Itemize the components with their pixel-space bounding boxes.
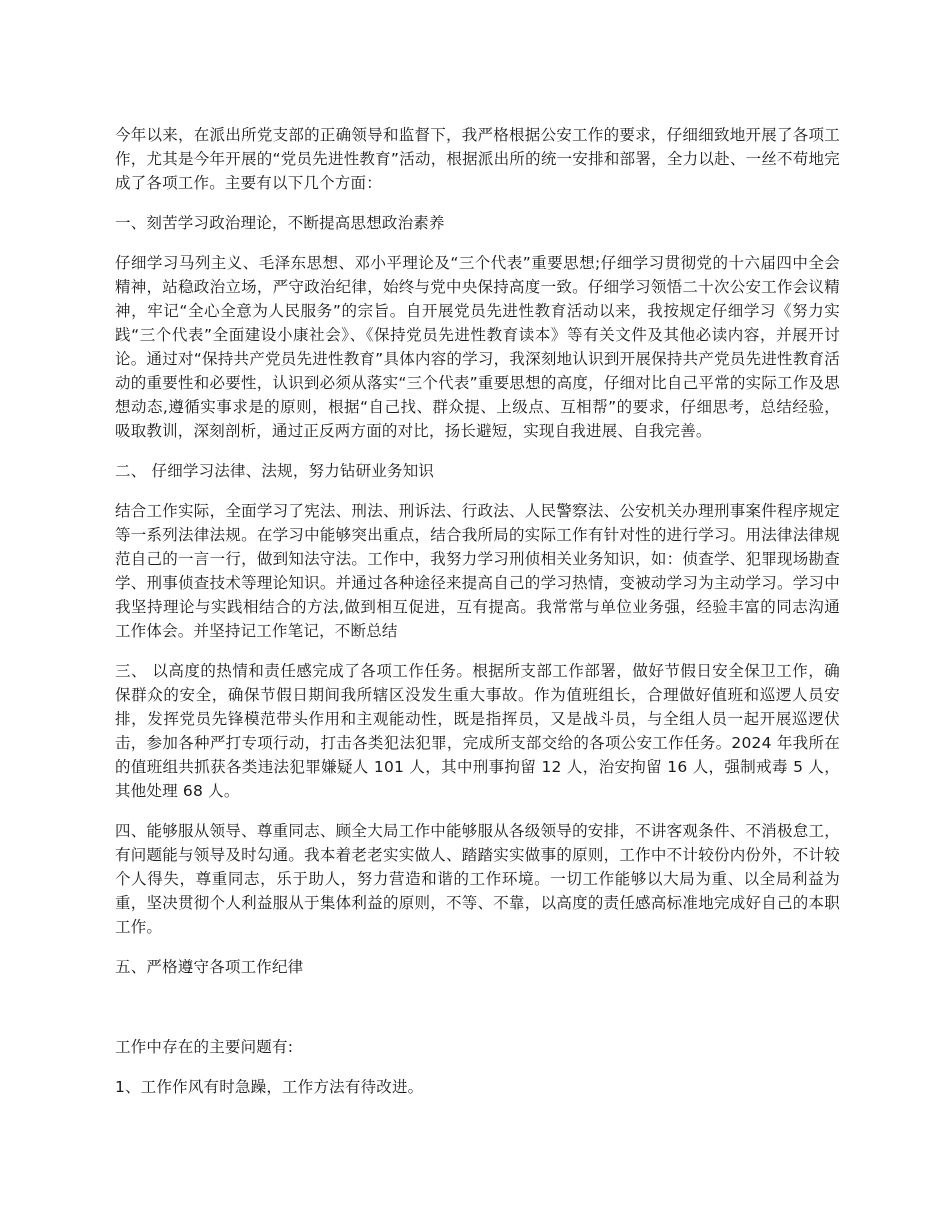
intro-paragraph: 今年以来，在派出所党支部的正确领导和监督下，我严格根据公安工作的要求，仔细细致地开展了各项工作，尤其是今年开展的“党员先进性教育”活动，根据派出所的统一安排和部署，全力以赴、一丝不苟地完成了各项工作。主要有以下几个方面： [115,126,840,192]
spacer [115,803,840,819]
spacer [115,235,840,251]
section-1-paragraph: 仔细学习马列主义、毛泽东思想、邓小平理论及“三个代表”重要思想;仔细学习贯彻党的十六届四中全会精神，站稳政治立场，严守政治纪律，始终与党中央保持高度一致。仔细学习领悟二十次公安工作会议精神，牢记“全心全意为人民服务”的宗旨。自开展党员先进性教育活动以来，我按规定仔细学习《努力实践“三个代表”全面建设小康社会》、《保持党员先进性教育读本》等有关文件及其他必读内容，并展开讨论。通过对“保持共产党员先进性教育”具体内容的学习，我深刻地认识到开展保持共产党员先进性教育活动的重要性和必要性，认识到必须从落实“三个代表”重要思想的高度，仔细对比自己平常的实际工作及思想动态,遵循实事求是的原则，根据“自己找、群众提、上级点、互相帮”的要求，仔细思考，总结经验，吸取教训，深刻剖析，通过正反两方面的对比，扬长避短，实现自我进展、自我完善。 [115,254,840,440]
spacer [115,643,840,659]
section-2-paragraph: 结合工作实际，全面学习了宪法、刑法、刑诉法、行政法、人民警察法、公安机关办理刑事案件程序规定等一系列法律法规。在学习中能够突出重点，结合我所局的实际工作有针对性的进行学习。用法律法律规范自己的一言一行，做到知法守法。工作中，我努力学习刑侦相关业务知识，如：侦查学、犯罪现场勘查学、刑事侦查技术等理论知识。并通过各种途径来提高自己的学习热情，变被动学习为主动学习。学习中我坚持理论与实践相结合的方法,做到相互促进，互有提高。我常常与单位业务强，经验丰富的同志沟通工作体会。并坚持记工作笔记，不断总结 [115,502,840,640]
spacer [115,1059,840,1075]
section-3-paragraph: 三、 以高度的热情和责任感完成了各项工作任务。根据所支部工作部署，做好节假日安全保卫工作，确保群众的安全，确保节假日期间我所辖区没发生重大事故。作为值班组长，合理做好值班和巡逻人员安排，发挥党员先锋模范带头作用和主观能动性，既是指挥员，又是战斗员，与全组人员一起开展巡逻伏击，参加各种严打专项行动，打击各类犯法犯罪，完成所支部交给的各项公安工作任务。2024 年我所在的值班组共抓获各类违法犯罪嫌疑人 101 人，其中刑事拘留 12 人，治安拘留 16 人，强制戒毒 5 人，其他处理 68 人。 [115,662,840,800]
problems-heading: 工作中存在的主要问题有: [115,1038,294,1056]
section-4-paragraph: 四、能够服从领导、尊重同志、顾全大局工作中能够服从各级领导的安排，不讲客观条件、不消极怠工，有问题能与领导及时勾通。我本着老老实实做人、踏踏实实做事的原则，工作中不计较份内份外，不计较个人得失，尊重同志，乐于助人，努力营造和谐的工作环境。一切工作能够以大局为重、以全局利益为重，坚决贯彻个人利益服从于集体利益的原则，不等、不靠，以高度的责任感高标准地完成好自己的本职工作。 [115,822,840,936]
spacer [115,443,840,459]
section-2-heading: 二、 仔细学习法律、法规，努力钻研业务知识 [115,462,435,480]
section-1-heading: 一、刻苦学习政治理论，不断提高思想政治素养 [115,214,445,232]
spacer [115,979,840,1035]
spacer [115,483,840,499]
spacer [115,195,840,211]
spacer [115,939,840,955]
document-body [115,123,840,1099]
section-5-heading: 五、严格遵守各项工作纪律 [115,958,304,976]
problem-item-1: 1、工作作风有时急躁，工作方法有待改进。 [115,1078,424,1096]
